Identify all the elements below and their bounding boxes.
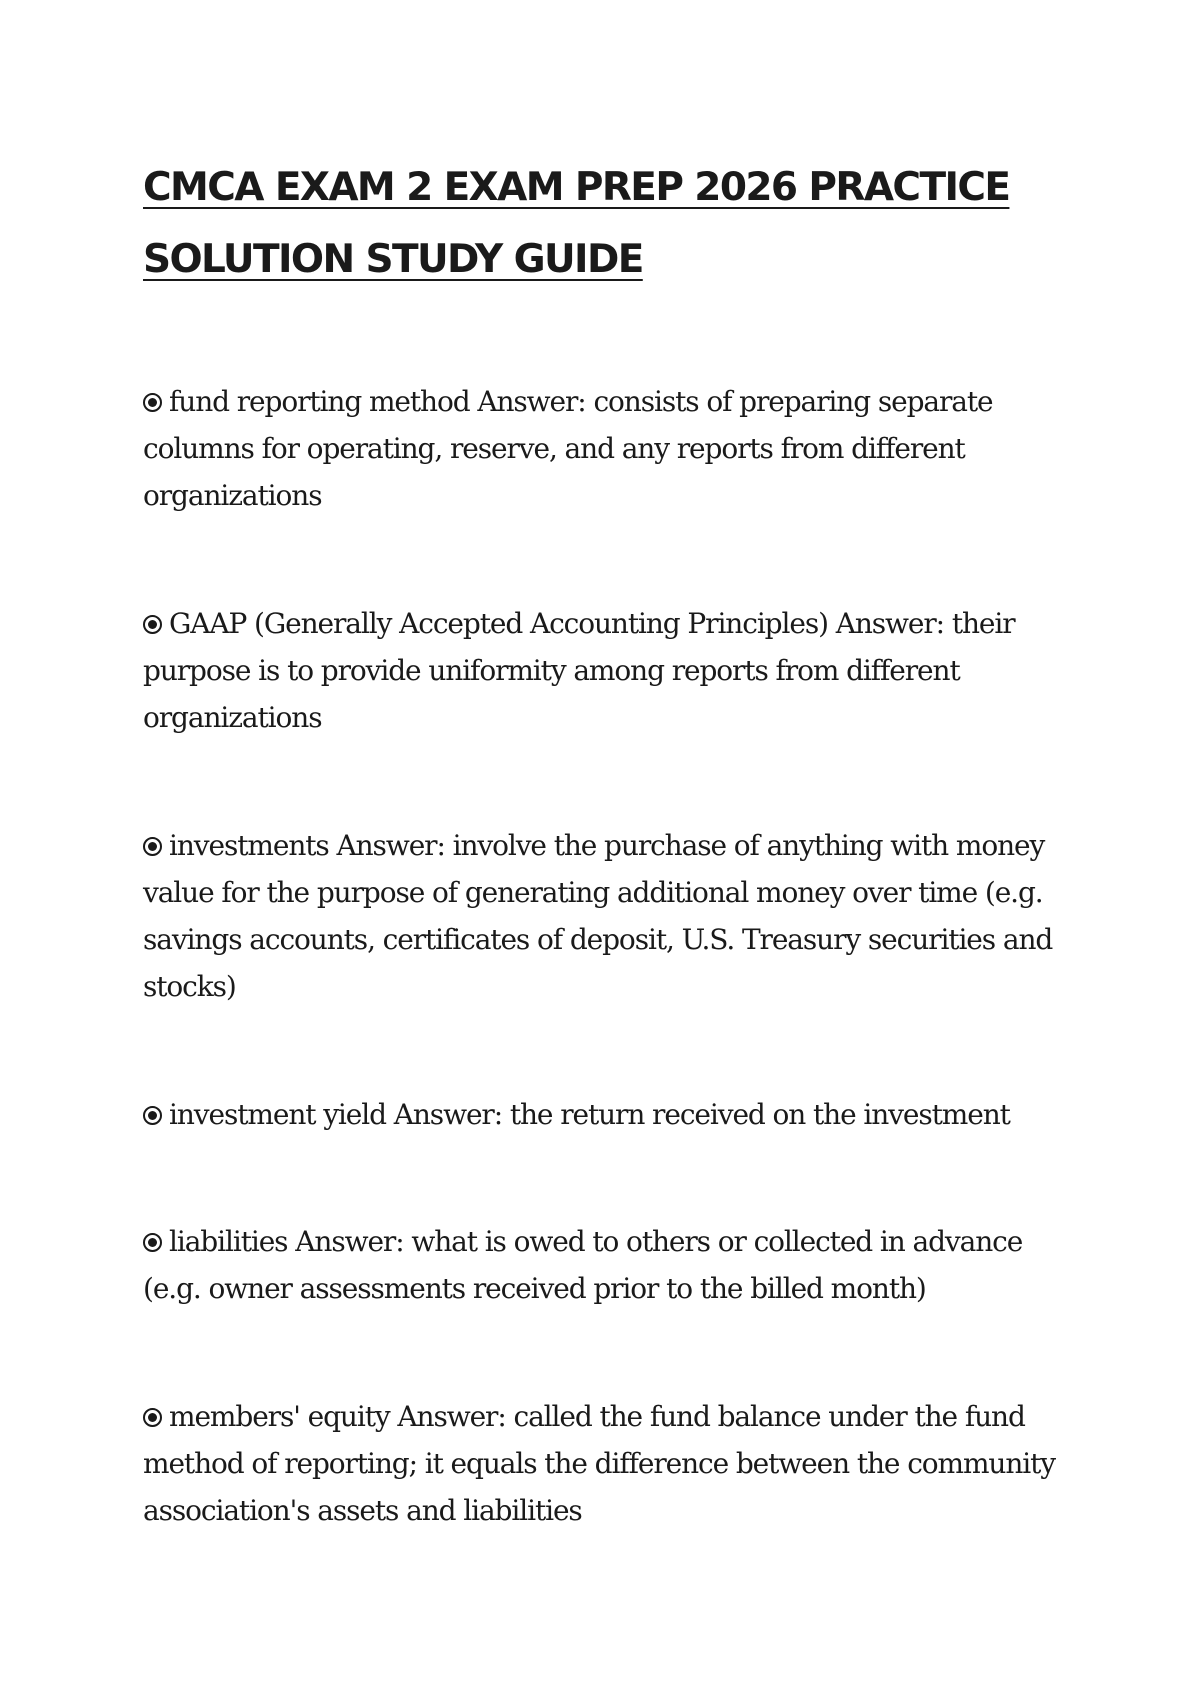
qa-term: liabilities	[169, 1225, 288, 1258]
qa-definition: consists of preparing separate columns for operating, reserve, and any reports from different organizations	[143, 385, 993, 512]
answer-label: Answer:	[336, 829, 445, 862]
qa-item	[143, 822, 1073, 1010]
answer-label: Answer:	[477, 385, 586, 418]
qa-term: members' equity	[169, 1400, 390, 1433]
qa-item	[143, 378, 1073, 519]
radio-bullet-icon	[143, 1233, 162, 1252]
radio-bullet-icon	[143, 1408, 162, 1427]
answer-label: Answer:	[393, 1098, 503, 1131]
answer-label: Answer:	[295, 1225, 404, 1258]
qa-term: GAAP (Generally Accepted Accounting Principles)	[169, 607, 828, 640]
answer-label: Answer:	[835, 607, 945, 640]
qa-item	[143, 1091, 1073, 1138]
radio-bullet-icon	[143, 1106, 162, 1125]
qa-item	[143, 1393, 1073, 1534]
qa-definition: the return received on the investment	[509, 1098, 1010, 1131]
qa-definition: involve the purchase of anything with money value for the purpose of generating additional money over time (e.g. savings accounts, certificates of deposit, U.S. Treasury securities and stocks)	[143, 829, 1053, 1003]
qa-term: investments	[169, 829, 329, 862]
radio-bullet-icon	[143, 615, 162, 634]
qa-term: fund reporting method	[169, 385, 470, 418]
qa-definition: what is owed to others or collected in advance (e.g. owner assessments received prior to the billed month)	[143, 1225, 1023, 1305]
qa-item	[143, 600, 1073, 741]
qa-term: investment yield	[169, 1098, 386, 1131]
answer-label: Answer:	[397, 1400, 506, 1433]
radio-bullet-icon	[143, 837, 162, 856]
page-title: CMCA EXAM 2 EXAM PREP 2026 PRACTICE SOLUTION STUDY GUIDE	[143, 165, 1010, 282]
qa-item	[143, 1218, 1073, 1312]
qa-definition: their purpose is to provide uniformity among reports from different organizations	[143, 607, 1015, 734]
qa-definition: called the fund balance under the fund method of reporting; it equals the difference between the community association's assets and liabilities	[143, 1400, 1056, 1527]
radio-bullet-icon	[143, 393, 162, 412]
